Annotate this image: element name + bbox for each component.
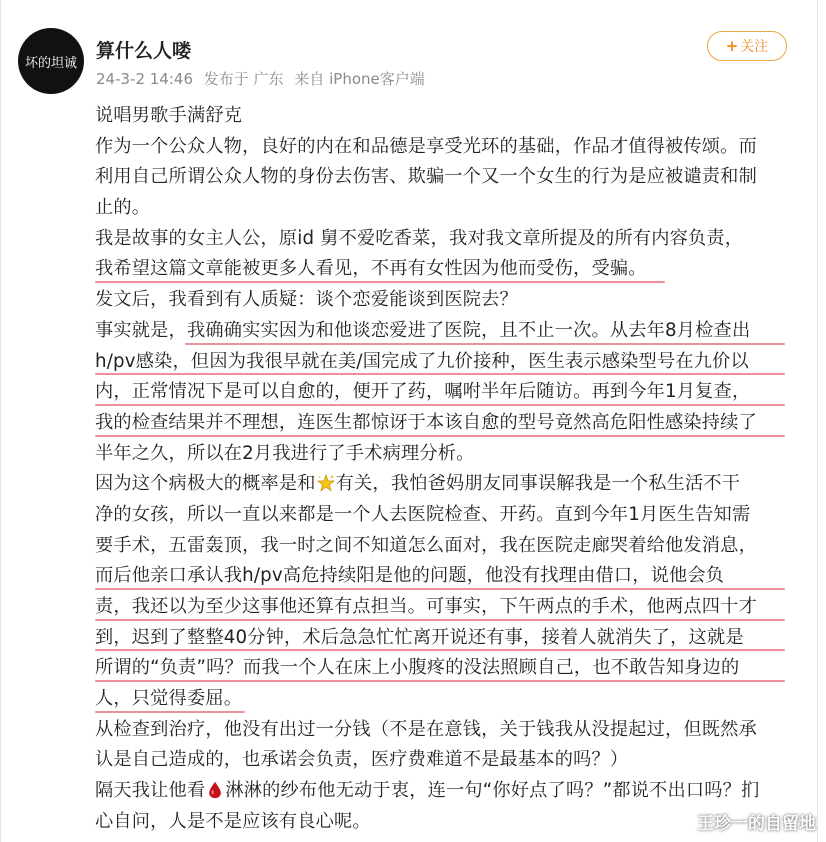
content-line: 发文后，我看到有人质疑：谈个恋爱能谈到医院去？ <box>95 289 518 311</box>
content-line: 半年之久，所以在2月我进行了手术病理分析。 <box>95 442 475 464</box>
content-line: 我的检查结果并不理想，连医生都惊讶于本该自愈的型号竟然高危阳性感染持续了 <box>95 408 795 439</box>
follow-label: 关注 <box>740 39 769 55</box>
content-line: 要手术，五雷轰顶，我一时之间不知道怎么面对，我在医院走廊哭着给他发消息， <box>95 534 757 556</box>
blood-drop-icon <box>206 781 224 799</box>
content-line: 说唱男歌手满舒克 <box>95 105 243 126</box>
content-line: 我希望这篇文章能被更多人看见，不再有女性因为他而受伤，受骗。 <box>95 254 795 285</box>
content-line: 事实就是，我确确实实因为和他谈恋爱进了医院，且不止一次。从去年8月检查出 <box>95 316 795 347</box>
content-line <box>95 776 795 807</box>
post-date: 24-3-2 14:46 <box>96 70 193 88</box>
post-content <box>95 101 795 838</box>
avatar[interactable] <box>18 28 84 94</box>
content-line <box>95 469 795 500</box>
post-location: 发布于 广东 <box>203 70 284 88</box>
username[interactable]: 算什么人喽 <box>96 40 192 62</box>
content-line: 责，我还以为至少这事他还算有点担当。可事实，下午两点的手术，他两点四十才 <box>95 592 795 623</box>
content-line: 止的。 <box>95 197 151 219</box>
content-text: 有关，我怕爸妈朋友同事误解我是一个私生活不干 <box>335 473 741 495</box>
avatar-text: 坏的坦诚 <box>24 55 77 71</box>
content-line: 人，只觉得委屈。 <box>95 684 795 715</box>
content-line: 所谓的“负责”吗？而我一个人在床上小腹疼的没法照顾自己，也不敢告知身边的 <box>95 653 795 684</box>
content-text: 因为这个病极大的概率是和 <box>95 473 316 495</box>
content-line: 从检查到治疗，他没有出过一分钱（不是在意钱，关于钱我从没提起过，但既然承 <box>95 718 757 740</box>
content-line: 净的女孩，所以一直以来都是一个人去医院检查、开药。直到今年1月医生告知需 <box>95 503 751 525</box>
right-border <box>817 0 818 842</box>
content-line: h/pv感染，但因为我很早就在美/国完成了九价接种，医生表示感染型号在九价以 <box>95 347 795 378</box>
content-line: 心自问，人是不是应该有良心呢。 <box>95 810 371 832</box>
content-line: 我是故事的女主人公，原id 舅不爱吃香菜，我对我文章所提及的所有内容负责， <box>95 227 744 249</box>
content-line: 而后他亲口承认我h/pv高危持续阳是他的问题，他没有找理由借口，说他会负 <box>95 561 795 592</box>
left-border <box>0 0 1 842</box>
post-meta <box>96 68 431 89</box>
content-text: 淋淋的纱布他无动于衷，连一句“你好点了吗？”都说不出口吗？扪 <box>225 780 760 802</box>
content-line: 利用自己所谓公众人物的身份去伤害、欺骗一个又一个女生的行为是应被谴责和制 <box>95 166 757 188</box>
watermark: 王珍一的自留地 <box>697 814 816 834</box>
post-device: 来自 iPhone客户端 <box>294 70 425 88</box>
content-line: 内，正常情况下是可以自愈的，便开了药，嘱咐半年后随访。再到今年1月复查， <box>95 377 795 408</box>
content-line: 到，迟到了整整40分钟，术后急急忙忙离开说还有事，接着人就消失了，这就是 <box>95 623 795 654</box>
content-line: 认是自己造成的，也承诺会负责，医疗费难道不是最基本的吗？） <box>95 749 629 771</box>
follow-button[interactable] <box>707 31 787 61</box>
content-text: 隔天我让他看 <box>95 780 206 802</box>
plus-icon: + <box>725 37 739 55</box>
content-line: 作为一个公众人物，良好的内在和品德是享受光环的基础，作品才值得被传颂。而 <box>95 135 757 157</box>
sparkle-star-icon <box>317 474 335 492</box>
